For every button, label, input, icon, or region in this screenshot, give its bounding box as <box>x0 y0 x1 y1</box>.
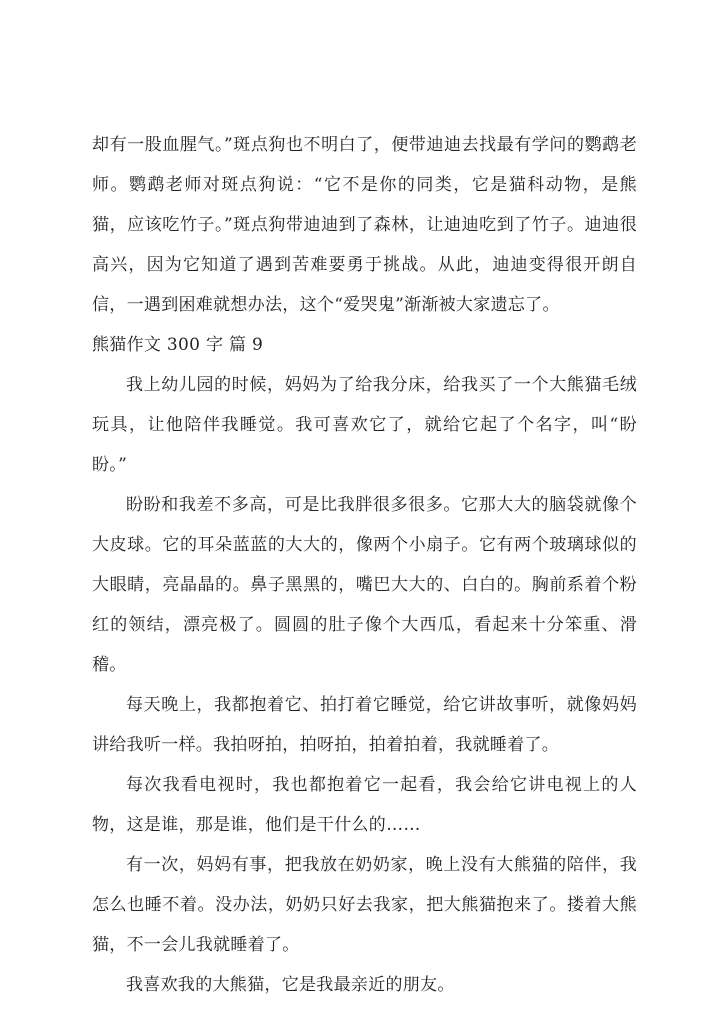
paragraph-3: 每天晚上，我都抱着它、拍打着它睡觉，给它讲故事听，就像妈妈讲给我听一样。我拍呀拍，拍呀拍，拍着拍着，我就睡着了。 <box>92 695 637 755</box>
section-heading: 熊猫作文 300 字 篇 9 <box>92 335 264 355</box>
paragraph-4: 每次我看电视时，我也都抱着它一起看，我会给它讲电视上的人物，这是谁，那是谁，他们是干什么的…… <box>92 775 637 835</box>
paragraph-1: 我上幼儿园的时候，妈妈为了给我分床，给我买了一个大熊猫毛绒玩具，让他陪伴我睡觉。我可喜欢它了，就给它起了个名字，叫“盼盼。” <box>92 375 637 475</box>
document-body <box>92 125 637 1005</box>
paragraph-2: 盼盼和我差不多高，可是比我胖很多很多。它那大大的脑袋就像个大皮球。它的耳朵蓝蓝的大大的，像两个小扇子。它有两个玻璃球似的大眼睛，亮晶晶的。鼻子黑黑的，嘴巴大大的、白白的。胸前系着个粉红的领结，漂亮极了。圆圆的肚子像个大西瓜，看起来十分笨重、滑稽。 <box>92 495 637 675</box>
paragraph-5: 有一次，妈妈有事，把我放在奶奶家，晚上没有大熊猫的陪伴，我怎么也睡不着。没办法，奶奶只好去我家，把大熊猫抱来了。搂着大熊猫，不一会儿我就睡着了。 <box>92 855 637 955</box>
continued-paragraph: 却有一股血腥气。”斑点狗也不明白了，便带迪迪去找最有学问的鹦鹉老师。鹦鹉老师对斑点狗说：“它不是你的同类，它是猫科动物，是熊猫，应该吃竹子。”斑点狗带迪迪到了森林，让迪迪吃到了竹子。迪迪很高兴，因为它知道了遇到苦难要勇于挑战。从此，迪迪变得很开朗自信，一遇到困难就想办法，这个“爱哭鬼”渐渐被大家遗忘了。 <box>92 135 637 315</box>
paragraph-6: 我喜欢我的大熊猫，它是我最亲近的朋友。 <box>126 975 455 995</box>
